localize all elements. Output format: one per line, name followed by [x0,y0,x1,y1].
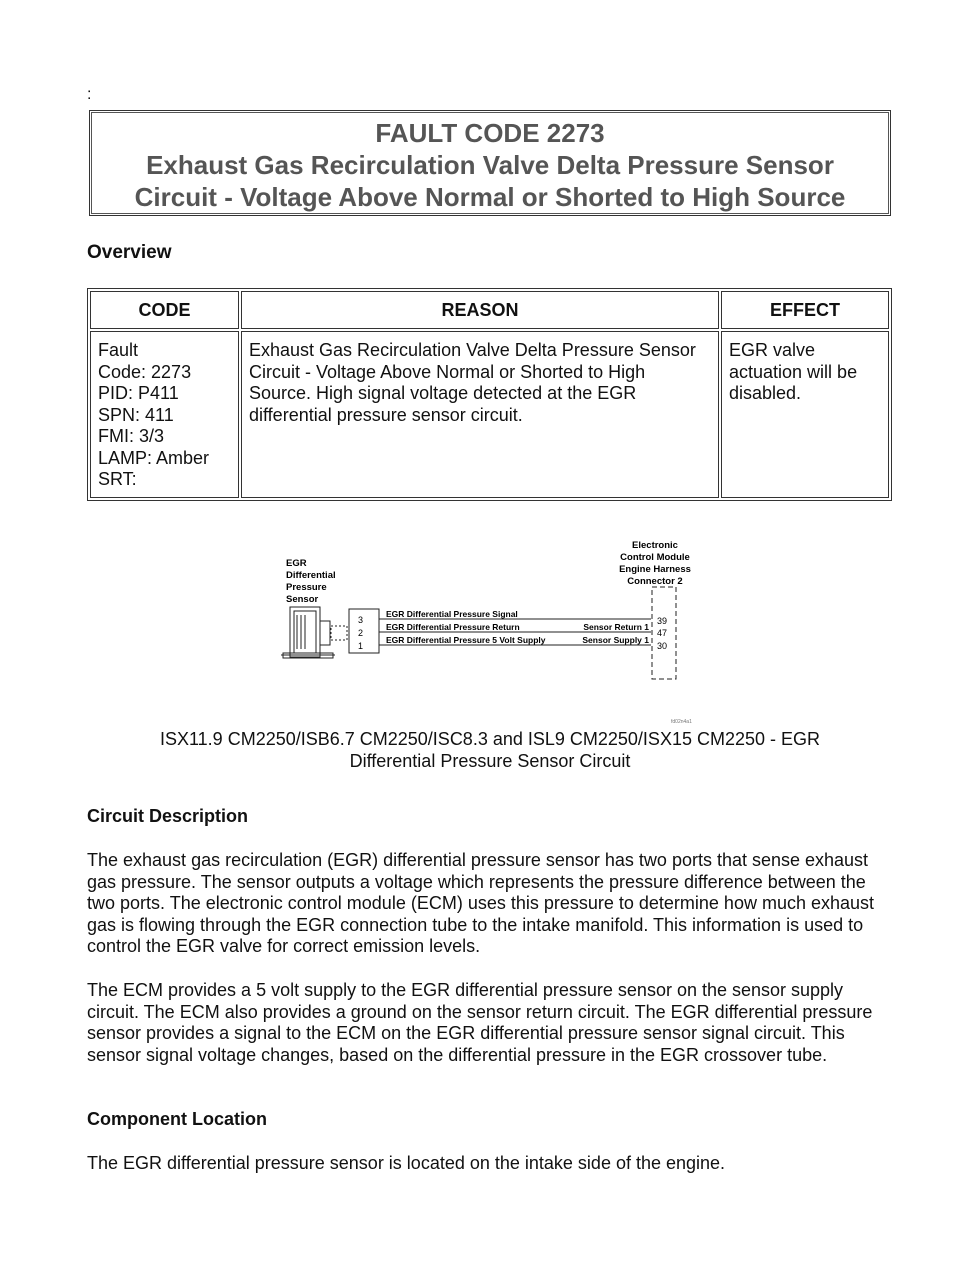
code-line: FMI: 3/3 [98,426,165,446]
code-line: Code: 2273 [98,361,192,382]
caption-line-2: Differential Pressure Sensor Circuit [349,751,631,771]
ecm-label-line: Electronic [632,540,678,551]
code-cell [90,331,239,498]
col-header-reason: REASON [241,291,719,329]
overview-heading: Overview [87,242,172,263]
wire-tag-supply: Sensor Supply 1 [582,635,649,645]
code-line: PID: P411 [98,383,179,403]
sensor-pin-2: 2 [358,628,364,638]
code-line: SPN: 411 [98,404,174,425]
title-line-1: Exhaust Gas Recirculation Valve Delta Pressure Sensor [146,150,834,180]
component-paragraph: The EGR differential pressure sensor is located on the intake side of the engine. [87,1153,726,1173]
effect-cell: EGR valve actuation will be disabled. [721,331,889,498]
ecm-pin-30: 30 [657,641,668,651]
sensor-pin-3: 3 [358,615,364,625]
ecm-pin-39: 39 [657,616,668,626]
code-line: SRT: [98,469,137,489]
ecm-label-line: Connector 2 [627,576,683,587]
ecm-label-line: Engine Harness [619,564,691,575]
wire-tag-return: Sensor Return 1 [583,622,649,632]
ecm-pin-47: 47 [657,628,668,638]
component-heading: Component Location [87,1109,267,1129]
col-header-effect: EFFECT [721,291,889,329]
title-box [89,110,891,216]
sensor-connector-icon [331,609,379,653]
caption-line-1: ISX11.9 CM2250/ISB6.7 CM2250/ISC8.3 and ISL9 CM2250/ISX15 CM2250 - EGR [159,729,821,749]
fault-code-title: FAULT CODE 2273 [375,118,605,148]
code-line: Fault [98,340,139,360]
circuit-heading: Circuit Description [87,806,249,826]
table-header-row [90,291,889,329]
title-line-2: Circuit - Voltage Above Normal or Shorted to High Source [134,182,846,212]
sensor-label-line: Pressure [286,582,327,593]
wire-label-return: EGR Differential Pressure Return [386,622,520,632]
sensor-body-icon [281,607,335,658]
reason-cell: Exhaust Gas Recirculation Valve Delta Pressure Sensor Circuit - Voltage Above Normal or Shorted to High Source. High signal voltage detected at the EGR differential pressure sensor circuit. [241,331,719,498]
sensor-label-line: Sensor [286,594,319,605]
circuit-paragraph-2: The ECM provides a 5 volt supply to the EGR differential pressure sensor on the sensor supply circuit. The ECM also provides a ground on the sensor return circuit. The EGR differential pressure sensor provides a signal to the ECM on the EGR differential pressure sensor signal circuit. This sensor signal voltage changes, based on the differential pressure in the EGR crossover tube. [87,980,873,1065]
table-row [90,331,889,498]
ecm-label-line: Control Module [620,552,690,563]
wire-label-signal: EGR Differential Pressure Signal [386,609,518,619]
colon-mark: : [87,86,92,103]
code-line: LAMP: Amber [98,447,210,468]
col-header-code: CODE [90,291,239,329]
wiring-diagram [275,535,705,690]
sensor-label-line: EGR [286,558,307,569]
sensor-pin-1: 1 [358,641,364,651]
diagram-caption [120,728,860,772]
overview-table [87,288,892,501]
sensor-label-line: Differential [286,570,336,581]
circuit-paragraph-1: The exhaust gas recirculation (EGR) differential pressure sensor has two ports that sense exhaust gas pressure. The sensor outputs a voltage which represents the pressure difference between the two ports. The electronic control module (ECM) uses this pressure to determine how much exhaust gas is flowing through the EGR connection tube to the intake manifold. This information is used to control the EGR valve for correct emission levels. [87,850,875,957]
diagram-ref-id: fd02n4a1 [671,719,692,725]
wire-label-supply: EGR Differential Pressure 5 Volt Supply [386,635,546,645]
